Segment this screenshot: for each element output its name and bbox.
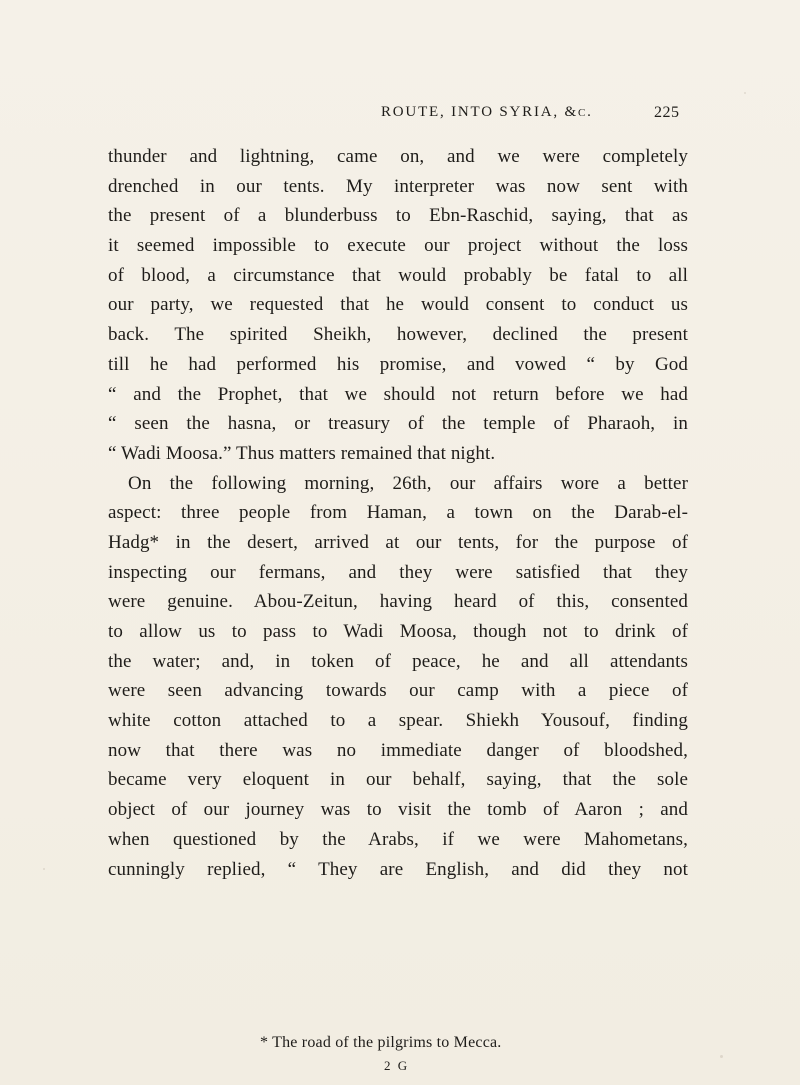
text-line-12: On the following morning, 26th, our affairs wore a better <box>128 472 688 494</box>
text-line-25: cunningly replied, “ They are English, and did they not <box>108 858 688 880</box>
text-line-8: till he had performed his promise, and vowed “ by God <box>108 353 688 375</box>
page-number: 225 <box>654 104 680 121</box>
running-head: ROUTE, INTO SYRIA, &c. <box>381 104 593 120</box>
text-line-10: “ seen the hasna, or treasury of the temple of Pharaoh, in <box>108 413 688 435</box>
page-header <box>0 104 800 128</box>
text-line-16: were genuine. Abou-Zeitun, having heard of this, consented <box>108 591 688 613</box>
paper-speck <box>744 92 746 94</box>
signature-mark: 2 G <box>384 1058 410 1073</box>
text-line-1: thunder and lightning, came on, and we were completely <box>108 146 688 167</box>
text-line-13: aspect: three people from Haman, a town on the Darab-el- <box>108 502 688 524</box>
paper-speck <box>720 1055 723 1058</box>
text-line-21: now that there was no immediate danger of bloodshed, <box>108 739 688 761</box>
text-line-6: our party, we requested that he would consent to conduct us <box>108 294 688 316</box>
text-line-5: of blood, a circumstance that would probably be fatal to all <box>108 264 688 286</box>
text-line-20: white cotton attached to a spear. Shiekh Yousouf, finding <box>108 710 688 732</box>
text-line-24: when questioned by the Arabs, if we were Mahometans, <box>108 828 688 850</box>
text-line-19: were seen advancing towards our camp with a piece of <box>108 680 688 702</box>
text-line-7: back. The spirited Sheikh, however, declined the present <box>108 324 688 346</box>
paper-speck <box>43 868 45 870</box>
text-line-4: it seemed impossible to execute our project without the loss <box>108 235 688 257</box>
text-line-3: the present of a blunderbuss to Ebn-Raschid, saying, that as <box>108 205 688 227</box>
text-line-17: to allow us to pass to Wadi Moosa, though not to drink of <box>108 621 688 642</box>
text-line-18: the water; and, in token of peace, he and all attendants <box>108 650 688 672</box>
text-line-2: drenched in our tents. My interpreter was now sent with <box>108 175 688 197</box>
text-line-15: inspecting our fermans, and they were satisfied that they <box>108 561 688 583</box>
text-line-23: object of our journey was to visit the tomb of Aaron ; and <box>108 799 688 821</box>
body-text <box>108 142 688 884</box>
text-line-22: became very eloquent in our behalf, saying, that the sole <box>108 769 688 791</box>
text-line-11: “ Wadi Moosa.” Thus matters remained that night. <box>108 442 496 464</box>
text-line-9: “ and the Prophet, that we should not return before we had <box>108 383 688 405</box>
footnote: * The road of the pilgrims to Mecca. <box>260 1034 502 1051</box>
text-line-14: Hadg* in the desert, arrived at our tents, for the purpose of <box>108 531 688 553</box>
